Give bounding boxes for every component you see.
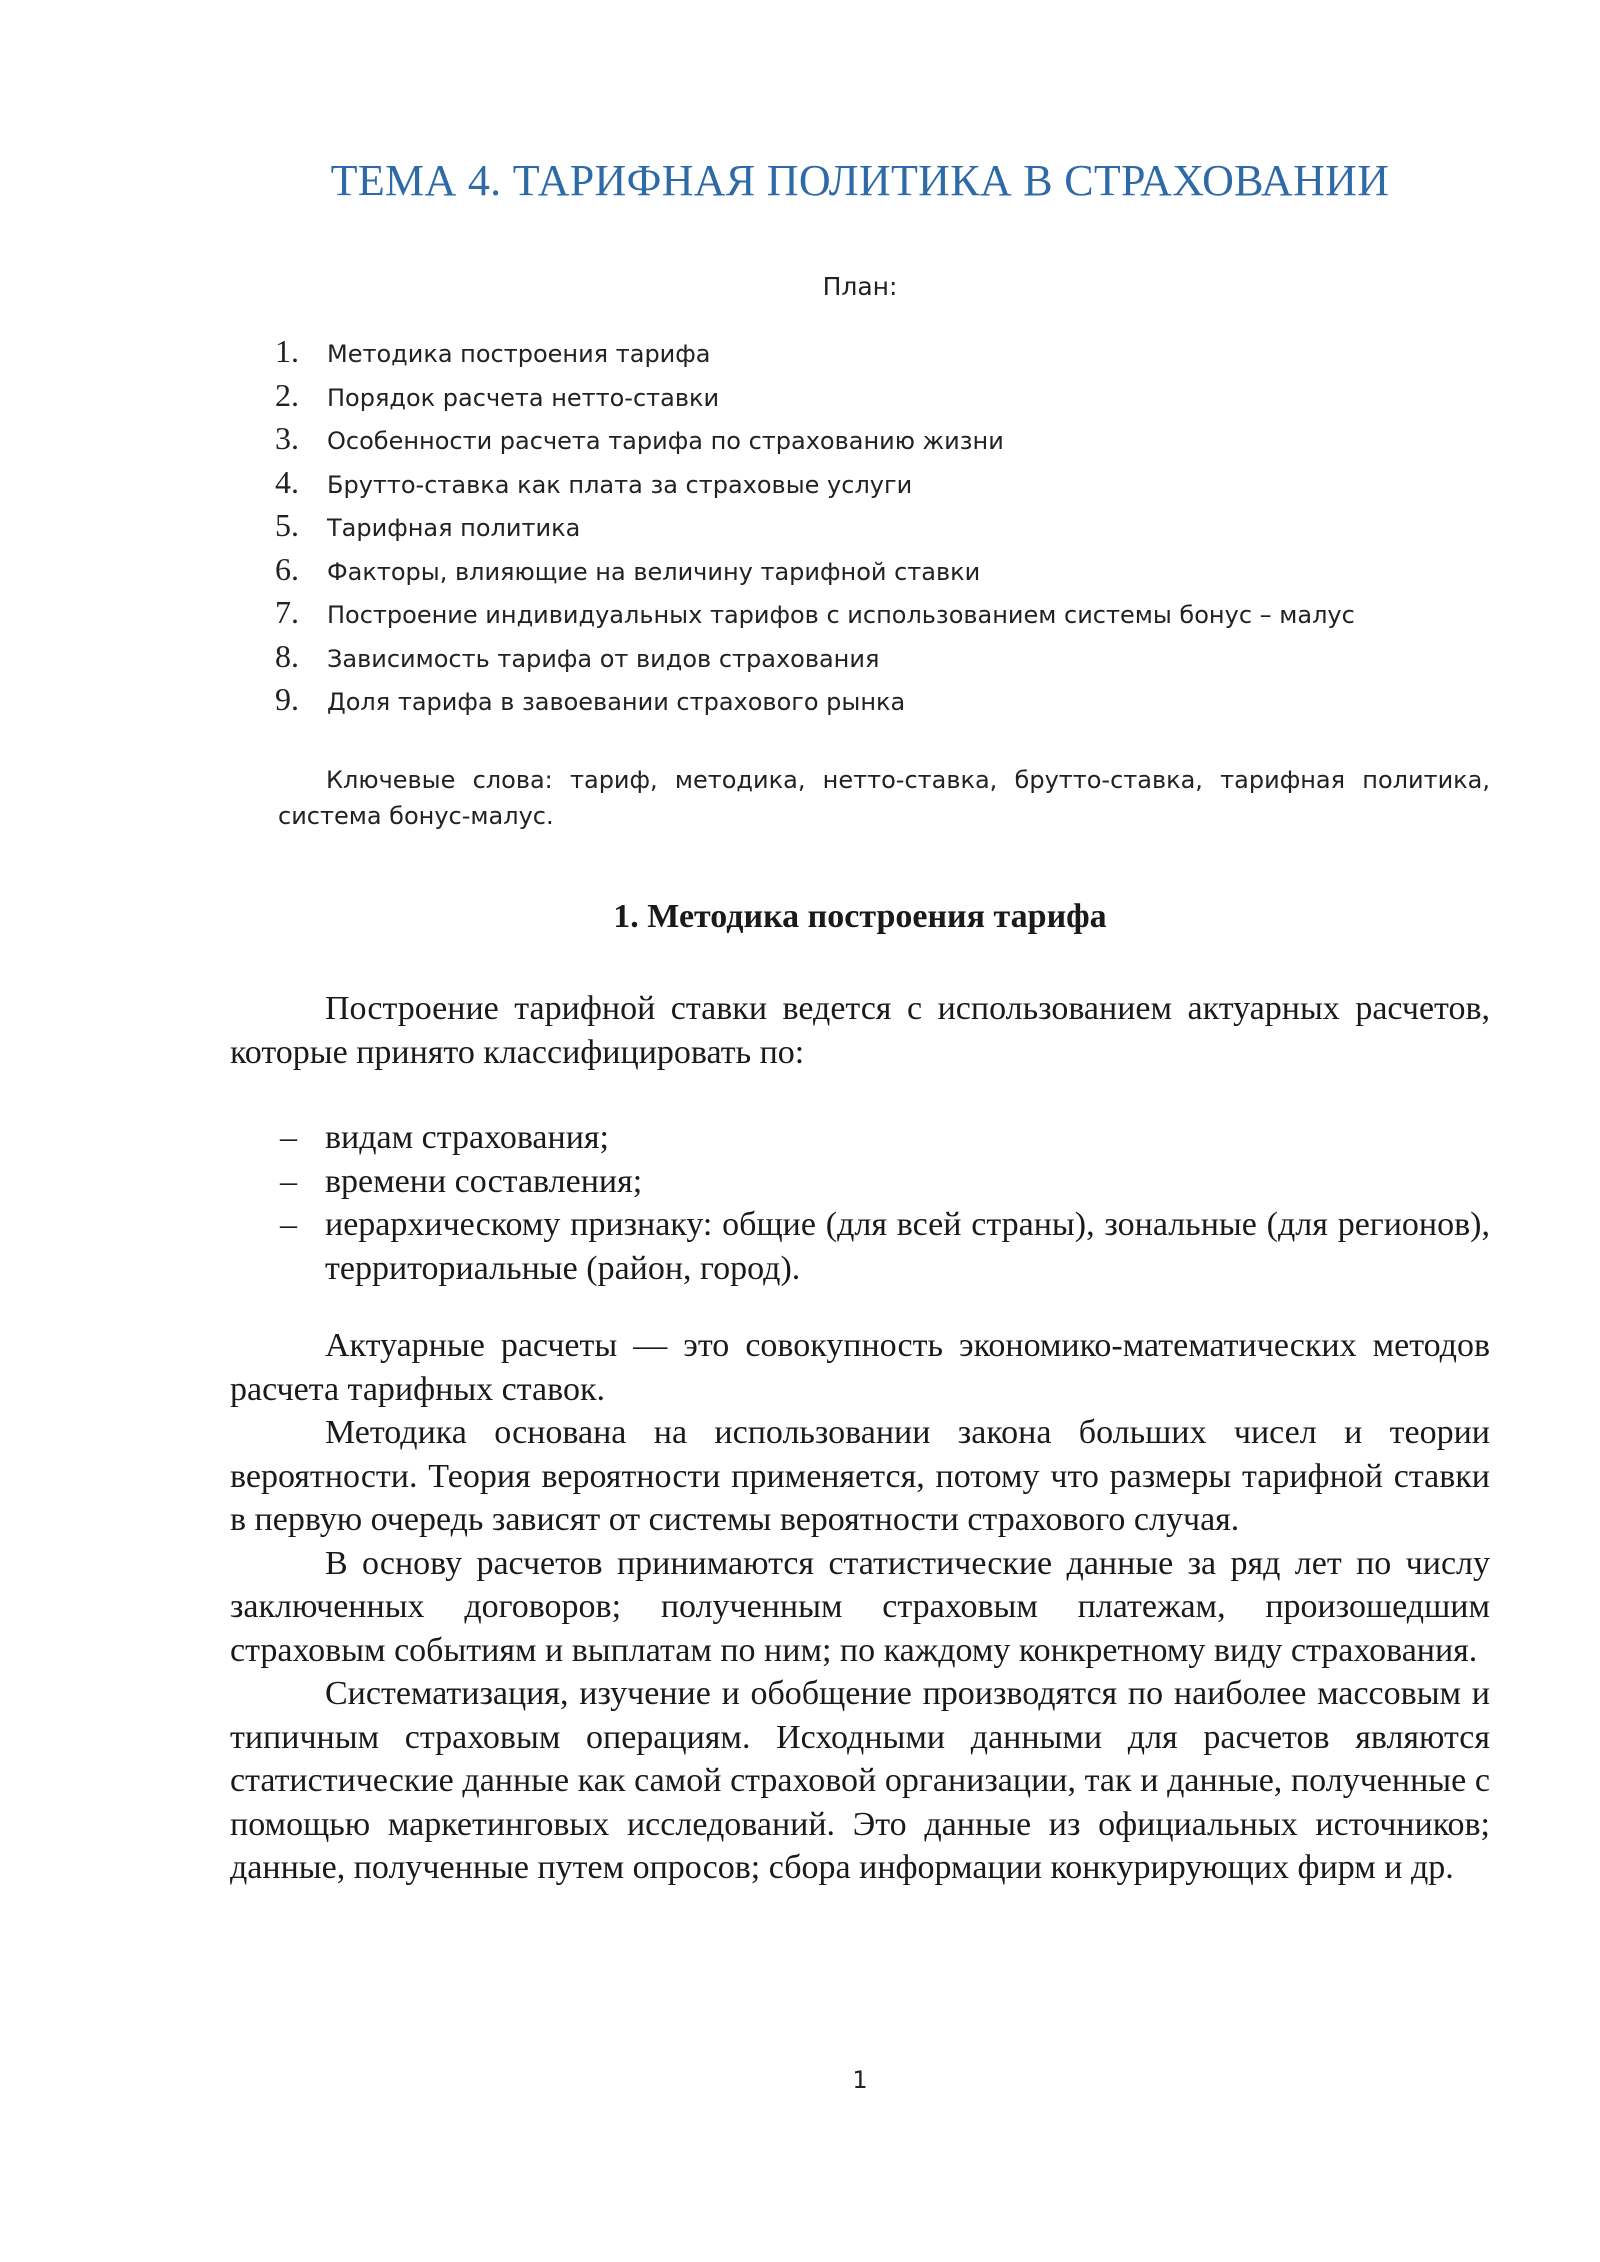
paragraph: В основу расчетов принимаются статистические данные за ряд лет по числу заключенных договоров; полученным страховым платежам, произошедшим страховым событиям и выплатам по ним; по каждому конкретному виду страхования. bbox=[230, 1544, 1490, 1669]
paragraph: Систематизация, изучение и обобщение производятся по наиболее массовым и типичным страховым операциям. Исходными данными для расчетов являются статистические данные как самой страховой организации, так и данные, полученные с помощью маркетинговых исследований. Это данные из официальных источников; данные, полученные путем опросов; сбора информации конкурирующих фирм и др. bbox=[230, 1675, 1490, 1886]
plan-item-number: 7. bbox=[275, 594, 299, 630]
plan-item-number: 1. bbox=[275, 333, 299, 369]
plan-item-number: 3. bbox=[275, 420, 299, 456]
page-title: ТЕМА 4. ТАРИФНАЯ ПОЛИТИКА В СТРАХОВАНИИ bbox=[330, 156, 1390, 205]
paragraph: Построение тарифной ставки ведется с использованием актуарных расчетов, которые принято классифицировать по: bbox=[230, 990, 1490, 1071]
plan-item-text: Особенности расчета тарифа по страхованию жизни bbox=[327, 427, 1004, 455]
plan-item bbox=[275, 464, 1355, 508]
plan-item-number: 8. bbox=[275, 637, 299, 674]
plan-item bbox=[275, 638, 1355, 682]
keywords-paragraph: Ключевые слова: тариф, методика, нетто-ставка, брутто-ставка, тарифная политика, система бонус-малус. bbox=[278, 766, 1490, 830]
bullet-text: видам страхования; bbox=[325, 1119, 609, 1156]
page-number: 1 bbox=[852, 2066, 868, 2094]
dash-marker: – bbox=[280, 1119, 297, 1156]
plan-item-text: Методика построения тарифа bbox=[327, 340, 711, 368]
plan-item-text: Брутто-ставка как плата за страховые услуги bbox=[327, 470, 913, 499]
plan-item-text: Доля тарифа в завоевании страхового рынка bbox=[327, 688, 906, 716]
plan-item bbox=[275, 377, 1355, 421]
plan-item-text: Построение индивидуальных тарифов с использованием системы бонус – малус bbox=[327, 601, 1355, 629]
dash-marker: – bbox=[280, 1162, 297, 1200]
plan-item bbox=[275, 333, 1355, 377]
plan-item-number: 6. bbox=[275, 550, 299, 587]
plan-item-text: Факторы, влияющие на величину тарифной ставки bbox=[327, 557, 981, 586]
plan-item bbox=[275, 507, 1355, 551]
plan-item bbox=[275, 594, 1355, 638]
plan-item bbox=[275, 551, 1355, 595]
plan-item-text: Зависимость тарифа от видов страхования bbox=[327, 644, 880, 673]
dash-marker: – bbox=[280, 1206, 297, 1243]
plan-item-text: Тарифная политика bbox=[327, 514, 581, 542]
plan-list bbox=[275, 333, 1355, 725]
bullet-item bbox=[230, 1203, 1490, 1290]
plan-item-number: 2. bbox=[275, 376, 299, 413]
bullet-list bbox=[230, 1116, 1490, 1290]
plan-item bbox=[275, 681, 1355, 725]
plan-heading: План: bbox=[822, 272, 898, 301]
bullet-item bbox=[230, 1116, 1490, 1160]
plan-item-number: 5. bbox=[275, 507, 299, 543]
section-intro bbox=[230, 987, 1490, 1074]
paragraph: Актуарные расчеты — это совокупность экономико-математических методов расчета тарифных ставок. bbox=[230, 1327, 1490, 1408]
paragraph: Методика основана на использовании закона больших чисел и теории вероятности. Теория вероятности применяется, потому что размеры тарифной ставки в первую очередь зависят от системы вероятности страхового случая. bbox=[230, 1414, 1490, 1538]
section-heading: 1. Методика построения тарифа bbox=[613, 898, 1107, 935]
plan-item-number: 9. bbox=[275, 681, 299, 717]
plan-item-text: Порядок расчета нетто-ставки bbox=[327, 383, 720, 412]
bullet-text: времени составления; bbox=[325, 1162, 643, 1200]
plan-item-number: 4. bbox=[275, 463, 299, 500]
bullet-item bbox=[230, 1160, 1490, 1204]
bullet-text: иерархическому признаку: общие (для всей страны), зональные (для регионов), территориальные (район, город). bbox=[325, 1206, 1490, 1287]
section-body bbox=[230, 1324, 1490, 1890]
plan-item bbox=[275, 420, 1355, 464]
